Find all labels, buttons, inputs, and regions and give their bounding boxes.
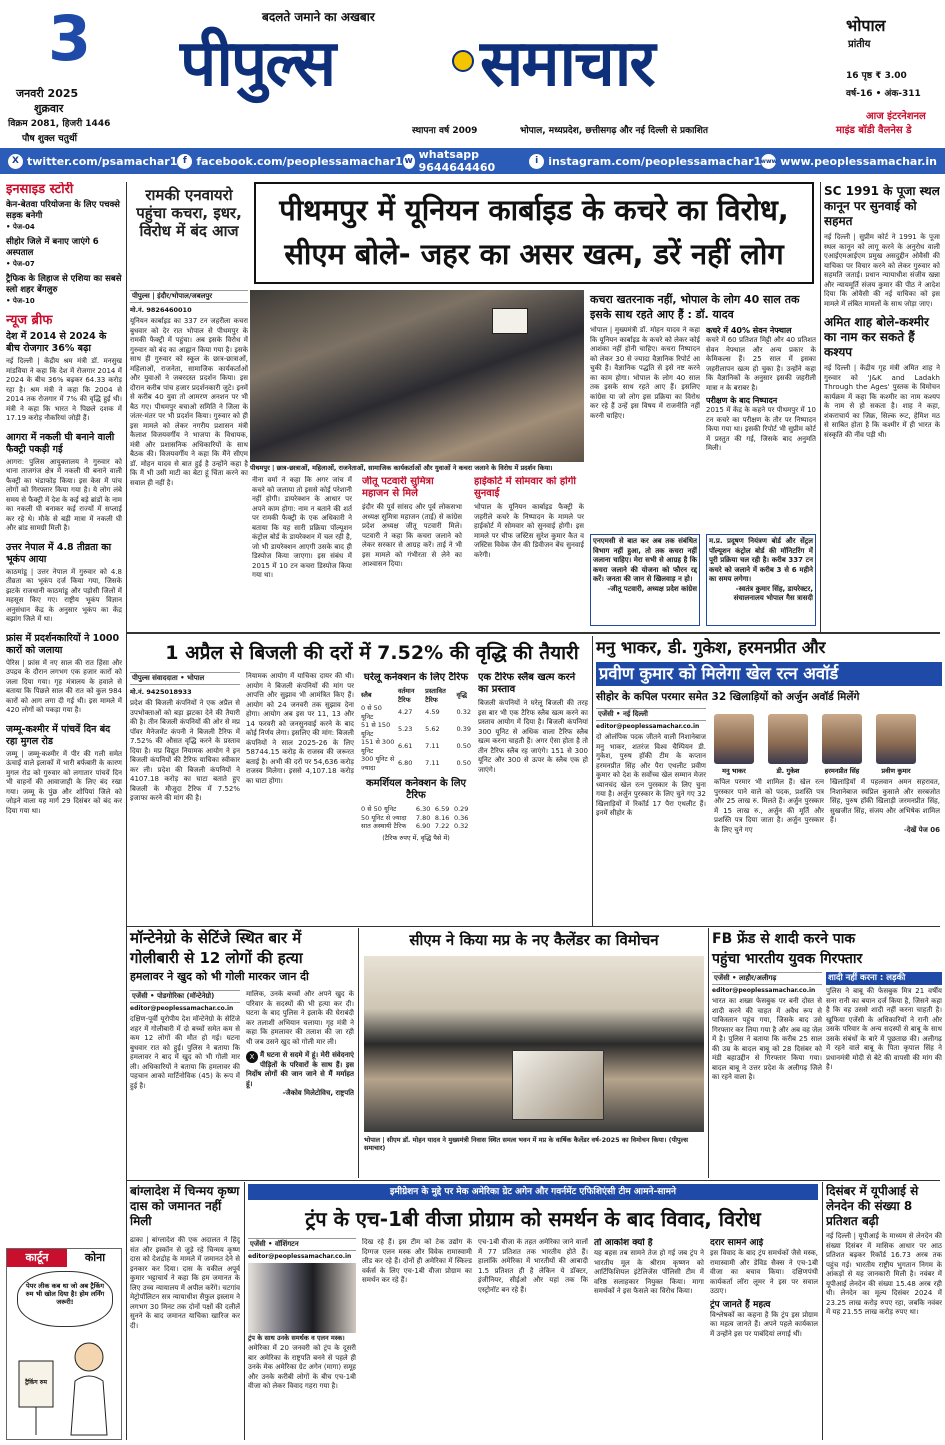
cell: 0.50 bbox=[456, 759, 471, 768]
cell: 6.30 bbox=[415, 805, 431, 813]
khel-body: दो ओलंपिक पदक जीतने वाली निशानेबाज मनु भाकर, शतरंज विश्व चैम्पियन डी. गुकेश, पुरुष हॉकी टीम के कप्तान हरमनप्रीत सिंह और पैरा एथलीट प्रवीण कुमार को देश के सर्वोच्च खेल सम्मान मेजर ध्यानचंद खेल रत्न पुरस्कार के लिए चुना गया है। अर्जुन पुरस्कार के लिए चुने गए 32 खिलाड़ियों में रिकॉर्ड 17 पैरा एथलीट हैं। इनमें सीहोर के bbox=[596, 733, 706, 817]
lead-side-sub-2-body: 2015 में केंद्र के कहने पर पीथमपुर में 10 टन कचरे का परीक्षण के तौर पर निष्पादन किया गया था। इसकी रिपोर्ट भी सुप्रीम कोर्ट में प्रस्तुत की गई, जिसके बाद अनुमति मिली। bbox=[706, 406, 816, 452]
tariff-table-commercial bbox=[360, 805, 472, 831]
cell: 6.59 bbox=[434, 805, 450, 813]
trump-sub-3: ट्रंप जानते हैं महत्व bbox=[710, 1299, 771, 1310]
bangladesh-headline[interactable]: बांग्लादेश में चिन्मय कृष्ण दास को जमानत नहीं मिली bbox=[130, 1184, 240, 1228]
founded: स्थापना वर्ष 2009 bbox=[412, 126, 478, 136]
lead-col-4 bbox=[474, 476, 584, 626]
logo-pen-icon bbox=[452, 50, 474, 72]
instagram-icon: i bbox=[529, 154, 544, 169]
inside-item[interactable]: केन-बेतवा परियोजना के लिए पचक्से सड़क बनेगी bbox=[6, 200, 120, 221]
electricity-body-2: नियामक आयोग में याचिका दायर की थी। आयोग ने बिजली कंपनियों की मांग पर आपत्ति और सुझाव भी आमंत्रित किए हैं। आयोग को 24 जनवरी तक सुझाव देना होगा। आयोग अब इस पर 11, 13 और 14 फरवरी को जनसुनवाई करने के बाद कोई निर्णय लेगा। इसलिए की मांग: बिजली कंपनियों ने साल 2025-26 के लिए 58744.15 करोड़ के राजस्व की जरूरत बताई है। अभी की दरों पर 54,636 करोड़ राजस्व मिलेगा। इससे 4,107.18 करोड़ का घाटा होगा। bbox=[246, 672, 354, 785]
lead-photo-protest bbox=[250, 290, 584, 462]
inside-item-page: • पेज-10 bbox=[6, 297, 35, 305]
trump-col-4 bbox=[594, 1238, 704, 1438]
inside-item-page: • पेज-04 bbox=[6, 223, 35, 231]
tariff-table-2-title: कमर्शियल कनेक्शन के लिए टैरिफ bbox=[365, 778, 467, 801]
cell: 5.62 bbox=[425, 725, 440, 734]
bangladesh-body: ढाका | बांग्लादेश की एक अदालत ने हिंदू संत और इस्कॉन से जुड़े रहे चिन्मय कृष्ण दास को देशद्रोह के मामले में जमानत देने से इनकार कर दिया। दास के वकील अपूर्व कुमार भट्टाचार्य ने कहा कि हम जमानत के लिए उच्च न्यायालय में अपील करेंगे। चटगांव मेट्रोपॉलिटन सत्र न्यायाधीश सैफुल इस्लाम ने लगभग 30 मिनट तक दोनों पक्षों की दलीलें सुनने के बाद जमानत याचिका खारिज कर दी। bbox=[130, 1236, 240, 1330]
tweet-by: -जैकोव मिलेटोविच, राष्ट्रपति bbox=[282, 1089, 354, 1097]
trump-sub-3-body: विश्लेषकों का कहना है कि ट्रंप इस प्रोग्राम का महत्व जानते हैं। अपने पहले कार्यकाल में उन्होंने इस पर पाबंदियां लगाई थीं। bbox=[710, 1310, 818, 1338]
social-whatsapp[interactable] bbox=[403, 148, 529, 174]
date-paksha: पौष शुक्ल चतुर्थी bbox=[22, 134, 77, 144]
facebook-icon: f bbox=[177, 154, 192, 169]
electricity-body-1: प्रदेश की बिजली कंपनियों ने एक अप्रैल से उपभोक्ताओं को बड़ा झटका देने की तैयारी की है। तीन बिजली कंपनियों की ओर से मप्र पॉवर मैनेजमेंट कंपनी ने बिजली टैरिफ में 7.52% की औसत वृद्धि करने के प्रस्ताव दिया है। मप्र विद्युत नियामक आयोग ने इन बिजली कंपनियों की टैरिफ याचिका स्वीकार कर ली। प्रदेश की बिजली कंपनियों ने 4107.18 करोड़ का घाटा बताते हुए बिजली के मौजूदा टैरिफ में 7.52% इजाफा करने की मांग की है। bbox=[130, 699, 240, 802]
sc-headline[interactable]: SC 1991 के पूजा स्थल कानून पर सुनवाई को सहमत bbox=[824, 184, 940, 228]
table-row bbox=[360, 721, 472, 738]
lead-sub-2-body: भोपाल के यूनियन कार्बाइड फैक्ट्री के जहरीले कचरे के निष्पादन के मामले पर हाईकोर्ट में सोमवार को सुनवाई होगी। इस मामले पर चीफ जस्टिस सुरेश कुमार कैत व जस्टिस विवेक जैन की डिवीजन बेंच सुनवाई करेगी। bbox=[474, 503, 584, 559]
lead-body-2: नीना वर्मा ने कहा कि अगर जांच में कचरे को जलाया तो इससे कोई परेशानी नहीं होगी। डायरेक्शन के आधार पर अपने काम होगा: नाम न बताने की शर्त पर रामकी फैक्ट्री के एक अधिकारी ने बताया कि यह सारी प्रक्रिया पॉल्यूशन कंट्रोल बोर्ड के डायरेक्शन में चल रही है, जो भी डायरेक्शन आएगी उसके बाद ही डिस्पोज किया जाएगा। इस संबंध में 2015 में 10 टन कचरा डिस्पोज किया गया था। bbox=[252, 476, 352, 579]
social-whatsapp-label: whatsapp 9644644460 bbox=[418, 148, 496, 174]
trump-body-1: अमेरिका में 20 जनवरी को ट्रंप के दूसरी बार अमेरिका के राष्ट्रपति बनने से पहले ही उनके मेक अमेरिका ग्रेट अगेन (मागा) समूह और उनके करीबी लोगों के बीच एच-1बी वीजा को लेकर विवाद गहरा गया है। bbox=[248, 1344, 356, 1390]
calendar-caption: भोपाल | सीएम डॉ. मोहन यादव ने मुख्यमंत्री निवास स्थित समत्व भवन में मप्र के वार्षिक कैलेंडर वर्ष-2025 का विमोचन किया। (पीपुल्स समाचार) bbox=[364, 1136, 689, 1152]
lead-sub-1-body: इंदौर की पूर्व सांसद और पूर्व लोकसभा अध्यक्ष सुमित्रा महाजन (ताई) से कांग्रेस प्रदेश अध्यक्ष जीतू पटवारी मिले। पटवारी ने कहा कि कचरा जलाने को लेकर सरकार से आग्रह करें। ताई ने भी इस मामले को गंभीरता से लेने का आश्वासन दिया। bbox=[362, 503, 462, 568]
trump-col-5 bbox=[710, 1238, 818, 1438]
electricity-sub-body: बिजली कंपनियों ने घरेलू बिजली की तरह इस बार भी एक टैरिफ स्लैब खत्म करने का प्रस्ताव आयोग में दिया है। बिजली कंपनियां 300 यूनिट से अधिक वाला टैरिफ स्लैब खत्म करना चाहती हैं। अगर ऐसा होता है तो तीन टैरिफ स्लैब रह जाएंगे। 151 से 300 यूनिट और 300 से ऊपर के स्लैब एक हो जाएंगे। bbox=[478, 699, 588, 774]
masthead-title-right: समाचार bbox=[480, 26, 654, 101]
montenegro-email: editor@peoplessamachar.co.in bbox=[130, 1005, 234, 1012]
globe-icon: www bbox=[761, 154, 776, 169]
date-weekday: शुक्रवार bbox=[34, 102, 64, 115]
cell: 0.36 bbox=[453, 813, 469, 822]
social-twitter[interactable] bbox=[8, 154, 177, 169]
lead-side-col-2 bbox=[706, 326, 816, 528]
city: भोपाल bbox=[846, 16, 886, 35]
trump-col-3 bbox=[478, 1238, 588, 1438]
brief-body: काठमांडू | उत्तर नेपाल में गुरुवार को 4.8 तीव्रता का भूकंप दर्ज किया गया, जिसके झटके राजधानी काठमांडू और पड़ोसी जिलों में महसूस किए गए। राष्ट्रीय भूकंप विज्ञान अनुसंधान केंद्र के अनुसार भूकंप का केंद्र बझांग जिले में था। bbox=[6, 567, 122, 623]
portrait-manu-bhaker bbox=[714, 714, 754, 764]
social-instagram[interactable] bbox=[529, 154, 761, 169]
social-facebook[interactable] bbox=[177, 154, 402, 169]
brief-headline[interactable]: उत्तर नेपाल में 4.8 तीव्रता का भूकंप आया bbox=[6, 541, 112, 565]
inside-item-page: • पेज-07 bbox=[6, 260, 35, 268]
masthead bbox=[0, 0, 945, 148]
right-top-column bbox=[824, 184, 940, 634]
trump-headline[interactable]: ट्रंप के एच-1बी वीजा प्रोग्राम को समर्थन के बाद विवाद, विरोध bbox=[305, 1207, 761, 1231]
electricity-col-4 bbox=[478, 672, 588, 922]
trump-body-2: दिख रहे हैं। इस टीम को टेक उद्योग के दिग्गज एलन मस्क और विवेक रामास्वामी लीड कर रहे हैं। दोनों ही अमेरिका में स्किल्ड वर्कर्स के लिए एच-1बी वीजा प्रोग्राम का समर्थन कर रहे हैं। bbox=[362, 1238, 472, 1284]
protest-placard bbox=[492, 308, 528, 334]
trump-sub-1: तो आकोश क्यों है bbox=[594, 1238, 653, 1248]
cell: 151 से 300 यूनिट bbox=[361, 738, 395, 755]
brief-body: नई दिल्ली | केंद्रीय श्रम मंत्री डॉ. मनसुख मांडविया ने कहा कि देश में रोजगार 2014 में 2024 के बीच 36% बढ़कर 64.33 करोड़ रहा है। श्रम मंत्री ने कहा कि 2004 से 2014 तक रोजगार में 7% की वृद्धि हुई थी। मंत्री ने कहा कि भारत ने पिछले दशक में 17.19 करोड़ नौकरियां जोड़ी हैं। bbox=[6, 357, 122, 422]
date-number: 3 bbox=[48, 2, 92, 75]
trump-sub-2: दरार सामने आई bbox=[710, 1238, 764, 1248]
cell: 7.22 bbox=[434, 822, 450, 830]
shah-body: नई दिल्ली | केंद्रीय गृह मंत्री अमित शाह ने गुरुवार को 'J&K and Ladakh Through the Ages' पुस्तक के विमोचन कार्यक्रम में कहा कि कश्मीर का नाम कश्यप के नाम से हो सकता है। शाह ने कहा, शंकराचार्य का जिक्र, सिल्क रूट, हेमिश मठ से साबित होता है कि कश्मीर में ही भारत के संस्कृति की नींव पड़ी थी। bbox=[824, 364, 940, 439]
edition: प्रांतीय bbox=[848, 39, 871, 50]
date-month-year: जनवरी 2025 bbox=[16, 87, 79, 100]
brief-headline[interactable]: फ्रांस में प्रदर्शनकारियों ने 1000 कारों को जलाया bbox=[6, 632, 120, 656]
pages-price: 16 पृष्ठ ₹ 3.00 bbox=[846, 71, 907, 81]
table-row bbox=[360, 822, 472, 831]
cell: 7.80 bbox=[415, 813, 431, 822]
cartoon-speech-bubble: पेपर लीक कब था जो अब ट्रैकिंग रुम भी खोल दिया है! होम लर्निंग जरूरी! bbox=[17, 1271, 113, 1327]
table-row bbox=[360, 738, 472, 755]
table-row bbox=[360, 814, 472, 823]
cell: 50 यूनिट से ज्यादा bbox=[361, 813, 407, 822]
trump-email: editor@peoplessamachar.co.in bbox=[248, 1253, 352, 1260]
montenegro-sub: हमलावर ने खुद को भी गोली मारकर जान दी bbox=[130, 970, 309, 983]
cell: 0 से 50 यूनिट bbox=[361, 805, 397, 813]
news-brief-title: न्यूज ब्रीफ bbox=[6, 313, 53, 328]
cell: 6.80 bbox=[397, 759, 413, 768]
x-icon: X bbox=[8, 154, 23, 169]
inside-item[interactable]: सीहोर जिले में बनाए जाएंगे 6 अस्पताल bbox=[6, 237, 99, 258]
cartoon-sign-text: ट्रैकिंग रुम bbox=[25, 1379, 47, 1386]
cell: 0.50 bbox=[456, 742, 471, 751]
quote-2-by: -स्वतंत्र कुमार सिंह, डायरेक्टर, संचालनालय भोपाल गैस त्रासदी bbox=[733, 584, 813, 602]
quote-1-by: -जीतू पटवारी, अध्यक्ष प्रदेश कांग्रेस bbox=[607, 584, 697, 593]
lead-side-body: भोपाल | मुख्यमंत्री डॉ. मोहन यादव ने कहा कि यूनियन कार्बाइड के कचरे को लेकर कोई आशंका नहीं होनी चाहिए। कचरा निष्पादन को लेकर 30 से ज्यादा वैज्ञानिक रिपोर्ट आ चुकी हैं। वैज्ञानिक पद्धति से इसे नष्ट करने का काम होगा। भोपाल के लोग 40 साल तक इसके साथ रहते आए हैं। इसलिए कांग्रेस या जो लोग इस प्रक्रिया का विरोध कर रहे हैं उन्हें इस विषय में राजनीति नहीं करनी चाहिए। bbox=[590, 326, 700, 420]
masthead-title-left: पीपुल्स bbox=[180, 26, 335, 101]
lead-kicker[interactable]: रामकी एनवायरो पहुंचा कचरा, इधर, विरोध में बंद आज bbox=[136, 186, 242, 240]
fb-side-head: शादी नहीं करना : लड़की bbox=[826, 972, 942, 985]
cell: 7.11 bbox=[425, 742, 440, 751]
lead-col-2 bbox=[252, 476, 352, 626]
cell: 7.11 bbox=[425, 759, 440, 768]
trump-photo bbox=[248, 1263, 356, 1333]
portrait-harmanpreet-singh bbox=[822, 714, 862, 764]
tweet-text: मैं घटना से सदमे में हूं। मेरी संवेदनाएं पीड़ितों के परिवारों के साथ हैं। इस निर्दोष लोगों की जान जाने से मैं मर्माहत हूं। bbox=[246, 1051, 354, 1088]
brief-headline[interactable]: जम्मू-कश्मीर में पांचवें दिन बंद रहा मुगल रोड bbox=[6, 723, 111, 747]
trump-byline: एजेंसी • वॉशिंगटन bbox=[248, 1238, 356, 1251]
khel-col-3 bbox=[830, 778, 940, 922]
lead-body-1: यूनियन कार्बाइड का 337 टन जहरीला कचरा बुधवार को देर रात भोपाल से पीथमपुर के रामकी फैक्ट्री में पहुंचा। अब इसके विरोध में गुरुवार को बंद का आह्वान किया गया है। इसके साथ ही गुरुवार को स्कूल के छात्र-छात्राओं, महिलाओं, राजनेता, सामाजिक कार्यकर्ताओं और युवाओं ने जबरदस्त प्रदर्शन किया। इस दौरान करीब पांच हजार प्रदर्शनकारी जुटे। इनमें से करीब 40 युवा तो आमरण अनशन पर भी बैठ गए। पीथमपुर बचाओ समिति ने जिला के जंतर-मंतर पर भी प्रदर्शन किया। गुरुवार को ही इस मामले को लेकर नगरीय प्रशासन मंत्री कैलाश विजयवर्गीय ने भाजपा के विधायक, मंत्री और प्रशासनिक अधिकारियों के साथ बैठक की। विजयवर्गीय ने कहा कि मैंने सीएम डॉ. मोहन यादव से बात हुई है उन्होंने कहा है कि मैं भी उसी माटी का बेटा हूं चिंता करने का सवाल ही नहीं है। bbox=[130, 317, 248, 487]
electricity-mob: मो.नं. 9425018933 bbox=[130, 688, 192, 696]
inside-story-title: इनसाइड स्टोरी bbox=[6, 182, 74, 197]
social-instagram-label: instagram.com/peoplessamachar1 bbox=[548, 154, 762, 168]
lead-side-sub: कचरे में 40% सेवन नेफ्थाल bbox=[706, 326, 792, 335]
trump-sub-1-body: यह बहस तब सामने तेज हो गई जब ट्रंप ने भारतीय मूल के श्रीराम कृष्णन को आर्टिफिशियल इंटेलिजेंस पॉलिसी टीम में वरिष्ठ सलाहकार नियुक्त किया। मागा समर्थकों ने इस फैसले का विरोध किया। bbox=[594, 1249, 704, 1295]
cartoon-box bbox=[6, 1248, 122, 1440]
tagline: बदलते जमाने का अखबार bbox=[262, 10, 375, 24]
cell: 0.39 bbox=[456, 725, 471, 734]
table-row bbox=[360, 755, 472, 772]
lead-sub-1[interactable]: जीतू पटवारी सुमित्रा महाजन से मिले bbox=[362, 476, 434, 499]
calendar-poster bbox=[512, 1050, 604, 1120]
bangladesh-col bbox=[130, 1236, 240, 1438]
lead-headline-1[interactable]: पीथमपुर में यूनियन कार्बाइड के कचरे का विरोध, bbox=[279, 193, 789, 227]
electricity-byline: पीपुल्स संवाददाता • भोपाल bbox=[130, 672, 240, 685]
khel-col-2 bbox=[714, 778, 824, 922]
name-label: हरमनप्रीत सिंह bbox=[824, 767, 860, 775]
table-row bbox=[360, 805, 472, 814]
quote-box-2 bbox=[706, 534, 816, 626]
whatsapp-icon: w bbox=[403, 154, 415, 169]
name-label: प्रवीण कुमार bbox=[881, 767, 911, 775]
cell: सात अस्थायी टैरिफ bbox=[361, 822, 407, 830]
table-row bbox=[360, 704, 472, 721]
tweet-icon: X bbox=[246, 1051, 258, 1063]
tariff-head: स्लैब bbox=[361, 691, 372, 700]
lead-mob: मो.नं. 9826460010 bbox=[130, 306, 192, 314]
cell: 4.59 bbox=[425, 708, 440, 717]
montenegro-col-2 bbox=[246, 990, 354, 1176]
cell: 0 से 50 यूनिट bbox=[361, 704, 382, 721]
lead-side-sub-2: परीक्षण के बाद निष्पादन bbox=[706, 396, 778, 405]
upi-body: नई दिल्ली | यूपीआई के माध्यम से लेनदेन की संख्या दिसंबर में मासिक आधार पर आठ प्रतिशत बढ़कर रिकॉर्ड 16.73 अरब तक पहुंच गई। भारतीय राष्ट्रीय भुगतान निगम के आंकड़ों से यह जानकारी मिली है। नवंबर में यूपीआई लेनदेन की संख्या 15.48 अरब रही थी। लेनदेन का मूल्य दिसंबर 2024 में 23.25 लाख करोड़ रुपए रहा, जबकि नवंबर में यह 21.55 लाख करोड़ रुपए था। bbox=[826, 1232, 942, 1316]
fb-email: editor@peoplessamachar.co.in bbox=[712, 987, 816, 994]
tariff-head: वर्तमान टैरिफ bbox=[397, 687, 415, 704]
lead-byline: पीपुल्स | इंदौर/भोपाल/जबलपुर bbox=[130, 290, 248, 303]
montenegro-body-2: मालिक, उनके बच्चों और अपने खुद के परिवार के सदस्यों की भी हत्या कर दी। घटना के बाद पुलिस ने इलाके की घेराबंदी कर तलाशी अभियान चलाया। गृह मंत्री ने कहा कि हमलावर की तलाश की जा रही थी जब उसने खुद को गोली मार ली। bbox=[246, 990, 354, 1046]
sc-body: नई दिल्ली | सुप्रीम कोर्ट ने 1991 के पूजा स्थल कानून को लागू करने के अनुरोध वाली एआईएमआईएम प्रमुख असदुद्दीन ओवैसी की याचिका पर विचार करने को लेकर गुरुवार को सहमति जताई। प्रधान न्यायाधीश संजीव खन्ना और न्यायमूर्ति संजय कुमार की पीठ ने आदेश दिया कि ओवैसी की नई याचिका को इस मामले में लंबित मामलों के साथ जोड़ा जाए। bbox=[824, 233, 940, 308]
trump-col-1 bbox=[248, 1238, 356, 1438]
lead-col-1 bbox=[130, 290, 248, 625]
brief-body: पेरिस | फ्रांस में नए साल की रात हिंसा और उपद्रव के दौरान लगभग एक हजार कारों को जला दिया गया। गृह मंत्रालय के हवाले से बताया कि पिछले साल की रात को कुल 984 कारों को आग लगा दी गई थी। इस मामले में 420 लोगों को पकड़ा गया है। bbox=[6, 658, 122, 714]
brief-body: आगरा: पुलिस आयुक्तालय ने गुरुवार को थाना ताजगंज क्षेत्र में नकली घी बनाने वाली फैक्ट्री का भंडाफोड़ किया। इस केस में पांच लोगों को गिरफ्तार किया गया है। ये लोग लंबे समय से फैक्ट्री में देश के कई बड़े ब्रांडों के नाम का नकली घी बनाकर कई राज्यों में सप्लाई कर रहे थे। मौके से बड़ी मात्रा में नकली घी और ब्रांड सामग्री मिली है। bbox=[6, 457, 122, 532]
tariff-head: प्रस्तावित टैरिफ bbox=[425, 687, 446, 704]
calendar-headline[interactable]: सीएम ने किया मप्र के नए कैलेंडर का विमोचन bbox=[409, 931, 659, 949]
lead-col-3 bbox=[362, 476, 462, 626]
electricity-col-2 bbox=[246, 672, 354, 922]
montenegro-col-1 bbox=[130, 990, 240, 1176]
name-label: मनु भाकर bbox=[722, 767, 746, 775]
khel-col-1 bbox=[596, 708, 706, 924]
fb-headline-1[interactable]: FB फ्रेंड से शादी करने पाक bbox=[712, 931, 856, 947]
khel-byline: एजेंसी • नई दिल्ली bbox=[596, 708, 706, 721]
lead-headline-2[interactable]: सीएम बोले- जहर का असर खत्म, डरें नहीं लोग bbox=[284, 237, 784, 271]
electricity-sub[interactable]: एक टैरिफ स्लैब खत्म करने का प्रस्ताव bbox=[478, 672, 576, 695]
lead-headline-box bbox=[254, 182, 814, 284]
fb-col-2 bbox=[826, 972, 942, 1176]
tariff-table-1-title: घरेलू कनेक्शन के लिए टैरिफ bbox=[363, 672, 469, 683]
lead-side-col-1 bbox=[590, 326, 700, 528]
khel-email: editor@peoplessamachar.co.in bbox=[596, 723, 700, 730]
electricity-headline[interactable]: 1 अप्रैल से बिजली की दरों में 7.52% की वृद्धि की तैयारी bbox=[165, 642, 579, 664]
upi-headline[interactable]: दिसंबर में यूपीआई से लेनदेन की संख्या 8 प्रतिशत बढ़ी bbox=[826, 1184, 919, 1228]
khel-sub: सीहोर के कपिल परमार समेत 32 खिलाड़ियों को अर्जुन अवॉर्ड मिलेंगे bbox=[596, 691, 860, 703]
brief-headline[interactable]: देश में 2014 से 2024 के बीच रोजगार 36% बढ़ा bbox=[6, 331, 107, 354]
quote-2-text: म.प्र. प्रदूषण नियंत्रण बोर्ड और सेंट्रल पॉल्यूशन कंट्रोल बोर्ड की मॉनिटरिंग में पूरी प्रक्रिया चल रही है। करीब 337 टन कचरे को जलाने में करीब 3 से 6 महीने का समय लगेगा। bbox=[709, 537, 813, 583]
shah-headline[interactable]: अमित शाह बोले-कश्मीर का नाम कर सकते हैं कश्यप bbox=[824, 315, 929, 359]
cell: 5.23 bbox=[397, 725, 413, 734]
social-bar bbox=[0, 148, 945, 174]
fb-body: भारत का शख्स फेसबुक पर बनी दोस्त से शादी करने की चाहत में अवैध रूप से पाकिस्तान पहुंच गया, जिसके बाद उसे गिरफ्तार कर लिया गया है और अब वह जेल में है। पुलिस ने बताया कि करीब 25 साल की उम्र के बादल बाबू को 28 दिसंबर को मंडी बहाउद्दीन से गिरफ्तार किया गया। बादल बाबू ने उत्तर प्रदेश के अलीगढ़ जिले का रहने वाला है। bbox=[712, 997, 822, 1081]
cell: 6.61 bbox=[397, 742, 413, 751]
social-twitter-label: twitter.com/psamachar1 bbox=[27, 154, 178, 168]
cell: 0.29 bbox=[453, 805, 469, 813]
lead-photo-caption: पीथमपुर | छात्र-छात्राओं, महिलाओं, राजनेताओं, सामाजिक कार्यकर्ताओं और युवाओं ने कचरा जलाने के विरोध में प्रदर्शन किया। bbox=[250, 464, 553, 472]
tariff-table-domestic bbox=[360, 687, 472, 772]
brief-headline[interactable]: आगरा में नकली घी बनाने वाली फैक्ट्री पकड़ी गई bbox=[6, 431, 115, 455]
promo-line-2: माइंड बॉडी वैलनेस डे bbox=[836, 125, 912, 136]
khel-body-2: कपिल परमार भी शामिल हैं। खेल रत्न पुरस्कार पाने वाले को पदक, प्रशस्ति पत्र और 25 लाख रु. मिलते हैं। अर्जुन पुरस्कार में 15 लाख रु., अर्जुन की मूर्ति और प्रशस्ति पत्र दिया जाता है। अर्जुन पुरस्कार के लिए चुने गए bbox=[714, 778, 824, 834]
cell: 4.27 bbox=[397, 708, 413, 717]
tariff-tables bbox=[360, 672, 472, 922]
tariff-head: वृद्धि bbox=[456, 691, 467, 700]
social-website[interactable] bbox=[761, 154, 937, 169]
trump-sub-2-body: इस विवाद के बाद ट्रंप समर्थकों जैसे मस्क, रामास्वामी और डेविड सैक्स ने एच-1बी वीजा का बचाव किया। दक्षिणपंथी कार्यकर्ता लॉरा लूमर ने इस पर सवाल उठाए। bbox=[710, 1249, 818, 1295]
trump-col-2 bbox=[362, 1238, 472, 1438]
khel-headline-1[interactable]: मनु भाकर, डी. गुकेश, हरमनप्रीत और bbox=[596, 638, 826, 657]
fb-side-body: पुलिस ने बाबू की फेसबुक मित्र 21 वर्षीय सना रानी का बयान दर्ज किया है, जिसने कहा है कि वह उससे शादी नहीं करना चाहती है। खुफिया एजेंसी के अधिकारियों ने रानी और उसके परिवार के अन्य सदस्यों से बाबू के साथ उसके संबंधों के बारे में पूछताछ की। अलीगढ़ में रहने वाले बाबू के पिता कृपाल सिंह ने प्रधानमंत्री मोदी से बेटे की वापसी की मांग की है। bbox=[826, 987, 942, 1071]
cell: 300 यूनिट से ज्यादा bbox=[361, 755, 395, 772]
trump-kicker: इमीग्रेशन के मुद्दे पर मेक अमेरिका ग्रेट अगेन और गवर्नमेंट एफिशिएंसी टीम आमने-सामने bbox=[248, 1184, 818, 1200]
quote-box-1 bbox=[590, 534, 700, 626]
cell: 0.32 bbox=[456, 708, 471, 717]
lead-sub-2[interactable]: हाईकोर्ट में सोमवार को होगी सुनवाई bbox=[474, 476, 576, 499]
trump-body-3: एच-1बी वीजा के तहत अमेरिका जाने वालों में 77 प्रतिशत तक भारतीय होते हैं। हालांकि अमेरिका में भारतीयों की आबादी 1.5 प्रतिशत ही है लेकिन ये डॉक्टर, इंजीनियर, सीईओ और यहां तक कि एस्ट्रोनॉट बन रहे हैं। bbox=[478, 1238, 588, 1294]
montenegro-headline[interactable]: मॉन्टेनेग्रो के सेटिंजे स्थित बार में गोलीबारी से 12 लोगों की हत्या bbox=[130, 929, 303, 967]
cartoon-title-2: कोना bbox=[84, 1251, 106, 1264]
social-facebook-label: facebook.com/peoplessamachar1 bbox=[196, 154, 403, 168]
montenegro-body-1: दक्षिण-पूर्वी यूरोपीय देश मॉन्टेनेग्रो के सेटिंजे शहर में गोलीबारी में दो बच्चों समेत कम से कम 12 लोगों की मौत हो गई। घटना बुधवार रात को हुई। पुलिस ने बताया कि हमलावर ने बाद में खुद को भी गोली मार ली। अधिकारियों ने बताया कि हमलावर की पहचान आको मार्टिनोविक (45) के रूप में हुई है। bbox=[130, 1015, 240, 1090]
inside-item[interactable]: ट्रैफिक के लिहाज से एशिया का सबसे स्लो शहर बेंगलुरु bbox=[6, 274, 122, 295]
cell: 6.90 bbox=[415, 822, 431, 830]
montenegro-byline: एजेंसी • पोडगोरिका (मॉन्टेनेग्रो) bbox=[130, 990, 240, 1003]
date-vikram: विक्रम 2081, हिजरी 1446 bbox=[8, 119, 111, 129]
social-website-label: www.peoplessamachar.in bbox=[780, 154, 937, 168]
promo-line-1: आज इंटरनेशनल bbox=[866, 111, 926, 122]
portrait-d-gukesh bbox=[768, 714, 808, 764]
fb-headline-2[interactable]: पहुंचा भारतीय युवक गिरफ्तार bbox=[712, 951, 863, 967]
brief-body: जम्मू | जम्मू-कश्मीर में पीर की गली समेत ऊंचाई वाले इलाकों में भारी बर्फबारी के कारण मुगल रोड को गुरुवार को लगातार पांचवें दिन भी वाहनों की आवाजाही के लिए बंद रखा गया। जम्मू के पुंछ और शोपियां जिले को जोड़ने वाला यह मार्ग 29 दिसंबर को बंद कर दिया गया था। bbox=[6, 749, 122, 815]
cell: 51 से 150 यूनिट bbox=[361, 721, 391, 738]
lead-side-sub-body: कचरे में 60 प्रतिशत मिट्टी और 40 प्रतिशत सेवन नेफ्थाल और अन्य प्रकार के केमिकल्स हैं। 25 साल में इसका जहरीलापन खत्म हो चुका है। उन्होंने कहा कि वैज्ञानिकों के अनुसार इसकी जहरीली मात्रा न के बराबर है। bbox=[706, 336, 816, 392]
cell: 0.32 bbox=[453, 822, 469, 830]
tariff-note: (टैरिफ रुपए में, वृद्धि पैसे में) bbox=[382, 833, 450, 842]
quote-1-text: एनएमसी से बात कर अब तक संबंधित विभाग नहीं हुआ, तो तक कचरा नहीं जलाना चाहिए। मेरा सभी से आग्रह है कि कचरा जलाने की योजना को फौरन रद्द करें। जनता की जान से खिलवाड़ न हो। bbox=[593, 537, 697, 583]
published-from: भोपाल, मध्यप्रदेश, छत्तीसगढ़ और नई दिल्ली से प्रकाशित bbox=[520, 126, 708, 136]
name-label: डी. गुकेश bbox=[776, 767, 800, 775]
lead-side-headline[interactable]: कचरा खतरनाक नहीं, भोपाल के लोग 40 साल तक इसके साथ रहते आए हैं : डॉ. यादव bbox=[590, 293, 800, 321]
fb-col-1 bbox=[712, 972, 822, 1176]
portrait-praveen-kumar bbox=[876, 714, 916, 764]
khel-headline-2[interactable]: प्रवीण कुमार को मिलेगा खेल रत्न अवॉर्ड bbox=[596, 662, 942, 686]
cartoon-title: कार्टून bbox=[7, 1249, 67, 1267]
cell: 8.16 bbox=[434, 813, 450, 822]
khel-more[interactable]: -देखें पेज 06 bbox=[903, 825, 940, 834]
trump-photo-caption: ट्रंप के साथ उनके समर्थक व एलन मस्क। bbox=[248, 1334, 345, 1342]
fb-byline: एजेंसी • लाहौर/अलीगढ़ bbox=[712, 972, 822, 985]
year-issue: वर्ष-16 • अंक-311 bbox=[846, 89, 921, 99]
upi-column bbox=[826, 1184, 942, 1440]
khel-body-3: खिलाड़ियों में पहलवान अमन सहरावत, निशानेबाज स्वप्निल कुसाले और सरबजोत सिंह, पुरुष हॉकी खिलाड़ी जरमनप्रीत सिंह, सुखजीत सिंह, संजय और अभिषेक शामिल हैं। bbox=[830, 778, 940, 824]
electricity-col-1 bbox=[130, 672, 240, 922]
